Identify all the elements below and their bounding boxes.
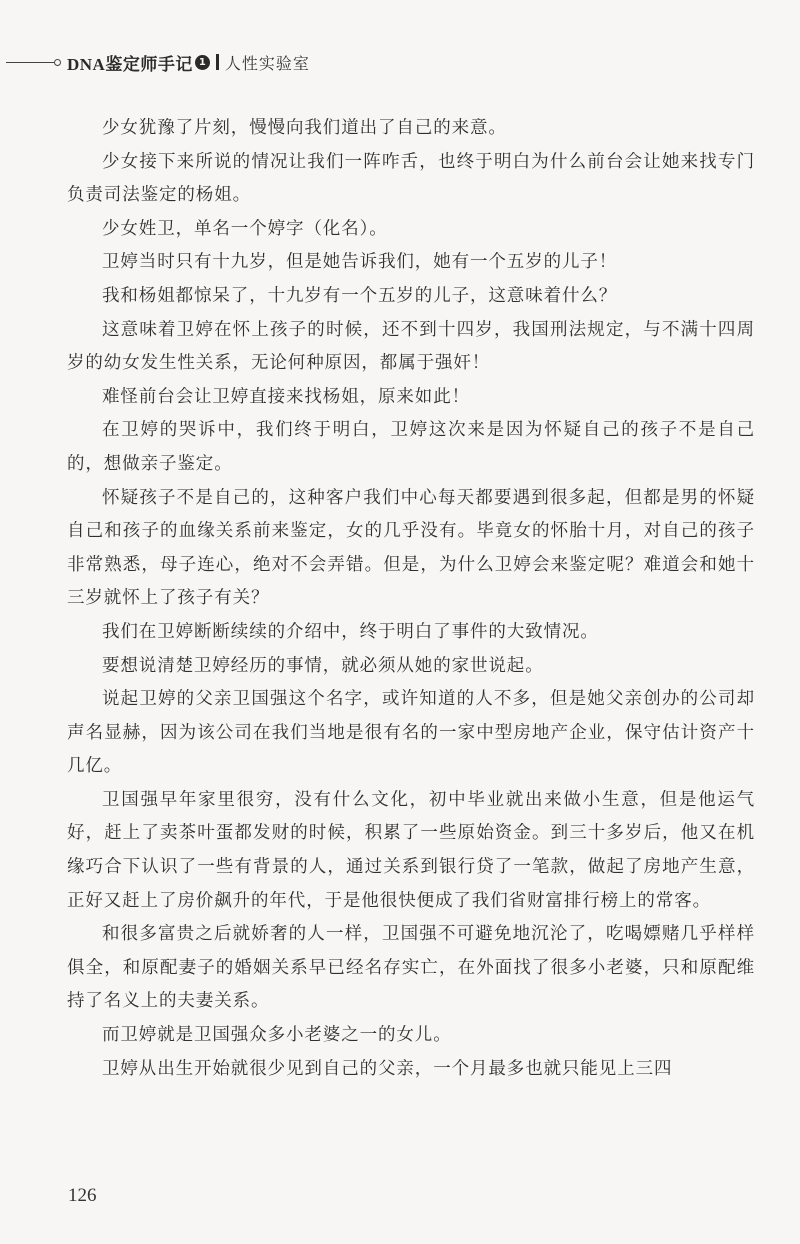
header-circle-icon xyxy=(54,59,61,66)
paragraph: 怀疑孩子不是自己的，这种客户我们中心每天都要遇到很多起，但都是男的怀疑自己和孩子的血缘关系前来鉴定，女的几乎没有。毕竟女的怀胎十月，对自己的孩子非常熟悉，母子连心，绝对不会弄错。但是，为什么卫婷会来鉴定呢？难道会和她十三岁就怀上了孩子有关？ xyxy=(67,487,755,609)
paragraph: 在卫婷的哭诉中，我们终于明白，卫婷这次来是因为怀疑自己的孩子不是自己的，想做亲子鉴定。 xyxy=(67,420,755,474)
paragraph: 难怪前台会让卫婷直接来找杨姐，原来如此！ xyxy=(102,386,470,407)
book-subtitle: 人性实验室 xyxy=(224,53,310,73)
volume-badge: 1 xyxy=(195,55,210,70)
header-rule xyxy=(6,62,54,63)
paragraph: 我们在卫婷断断续续的介绍中，终于明白了事件的大致情况。 xyxy=(102,621,599,642)
running-header xyxy=(0,50,310,74)
paragraph: 卫婷从出生开始就很少见到自己的父亲，一个月最多也就只能见上三四 xyxy=(102,1058,673,1079)
paragraph: 卫婷当时只有十九岁，但是她告诉我们，她有一个五岁的儿子！ xyxy=(102,252,618,273)
header-separator xyxy=(216,54,219,70)
paragraph: 和很多富贵之后就娇奢的人一样，卫国强不可避免地沉沦了，吃喝嫖赌几乎样样俱全，和原配妻子的婚姻关系早已经名存实亡，在外面找了很多小老婆，只和原配维持了名义上的夫妻关系。 xyxy=(67,924,755,1012)
paragraph: 这意味着卫婷在怀上孩子的时候，还不到十四岁，我国刑法规定，与不满十四周岁的幼女发生性关系，无论何种原因，都属于强奸！ xyxy=(67,319,755,374)
paragraph: 少女接下来所说的情况让我们一阵咋舌，也终于明白为什么前台会让她来找专门负责司法鉴定的杨姐。 xyxy=(67,151,755,206)
paragraph: 而卫婷就是卫国强众多小老婆之一的女儿。 xyxy=(102,1025,452,1046)
paragraph: 少女姓卫，单名一个婷字（化名）。 xyxy=(102,218,388,239)
paragraph: 说起卫婷的父亲卫国强这个名字，或许知道的人不多，但是她父亲创办的公司却声名显赫，因为该公司在我们当地是很有名的一家中型房地产企业，保守估计资产十几亿。 xyxy=(67,689,755,777)
page-number: 126 xyxy=(68,1185,97,1206)
paragraph: 要想说清楚卫婷经历的事情，就必须从她的家世说起。 xyxy=(102,655,544,676)
paragraph: 少女犹豫了片刻，慢慢向我们道出了自己的来意。 xyxy=(102,118,507,138)
body-text xyxy=(67,112,755,1086)
paragraph: 卫国强早年家里很穷，没有什么文化，初中毕业就出来做小生意，但是他运气好，赶上了卖茶叶蛋都发财的时候，积累了一些原始资金。到三十多岁后，他又在机缘巧合下认识了一些有背景的人，通过关系到银行贷了一笔款，做起了房地产生意，正好又赶上了房价飙升的年代，于是他很快便成了我们省财富排行榜上的常客。 xyxy=(67,789,755,911)
paragraph: 我和杨姐都惊呆了，十九岁有一个五岁的儿子，这意味着什么？ xyxy=(102,285,618,306)
series-title: DNA鉴定师手记 xyxy=(67,54,193,74)
